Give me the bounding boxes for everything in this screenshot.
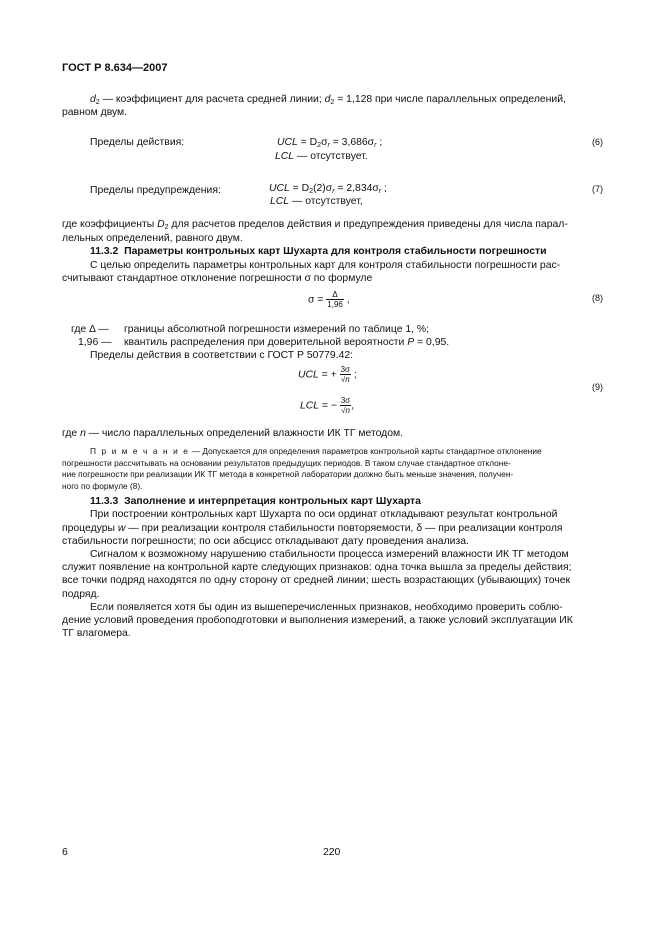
formula-9-lcl: LCL = − $\frac{3\sigma}{√n}$ ,	[300, 396, 355, 415]
note-line1: П р и м е ч а н и е — Допускается для определения параметров контрольной карты стандартное отклонение	[90, 446, 542, 456]
section-11-3-3-p1-line3: стабильности погрешности; по оси абсцисс откладывают дату проведения анализа.	[62, 536, 469, 547]
formula-6-lcl: LCL — отсутствует.	[275, 151, 368, 162]
section-11-3-3-p3-line3: ТГ влагомера.	[62, 628, 131, 639]
equation-number-6: (6)	[592, 137, 603, 147]
warning-limits-label: Пределы предупреждения:	[90, 185, 221, 196]
section-11-3-2-heading: 11.3.2 Параметры контрольных карт Шухарта для контроля стабильности погрешности	[90, 246, 547, 257]
section-11-3-3-p2-line2: служит появление на контрольной карте следующих признаков: одна точка вышла за пределы действия;	[62, 562, 572, 573]
note-line3: ние погрешности при реализации ИК ТГ метода в конкретной лаборатории должно быть меньше значения, получен-	[62, 469, 514, 479]
formula-7-lcl: LCL — отсутствует,	[270, 196, 363, 207]
section-11-3-3-p1-line1: При построении контрольных карт Шухарта по оси ординат откладывают результат контрольной	[90, 509, 558, 520]
legend-delta-symbol: где Δ —	[71, 324, 109, 335]
d2-definition-line1: $d_2$ — коэффициент для расчета средней линии; $d_2 = 1,128$ при числе параллельных определений,	[90, 94, 566, 106]
formula-7-ucl: UCL = $D_2(2)\sigma_r = 2,834\sigma_r$ ;	[269, 183, 387, 195]
section-11-3-3-p3-line1: Если появляется хотя бы один из вышеперечисленных признаков, необходимо проверить соблю-	[90, 602, 563, 613]
page-number-center: 220	[323, 847, 341, 858]
legend-quantile-definition: квантиль распределения при доверительной вероятности P = 0,95.	[124, 337, 450, 348]
formula-6-ucl: UCL = $D_2\sigma_r = 3,686\sigma_r$ ;	[277, 137, 383, 149]
coefficients-text-line1: где коэффициенты $D_2$ для расчетов пределов действия и предупреждения приведены для числа парал-	[62, 219, 568, 231]
note-line2: погрешности рассчитывать на основании результатов предыдущих периодов. В таком случае стандартное отклоне-	[62, 457, 511, 468]
doc-code: ГОСТ Р 8.634—2007	[62, 62, 168, 74]
d2-definition-line2: равном двум.	[62, 107, 128, 118]
formula-9-ucl: UCL = + $\frac{3\sigma}{√n}$ ;	[298, 365, 357, 384]
section-11-3-3-p2-line3: все точки подряд находятся по одну сторону от средней линии; шесть возрастающих (убывающих) точек	[62, 575, 571, 586]
equation-number-7: (7)	[592, 184, 603, 194]
section-11-3-3-p1-line2: процедуры w — при реализации контроля стабильности повторяемости, δ — при реализации контроля	[62, 523, 563, 534]
action-limits-reference: Пределы действия в соответствии с ГОСТ Р 50779.42:	[90, 350, 354, 361]
section-11-3-3-heading: 11.3.3 Заполнение и интерпретация контрольных карт Шухарта	[90, 496, 421, 507]
section-11-3-3-p2-line1: Сигналом к возможному нарушению стабильности процесса измерений влажности ИК ТГ методом	[90, 549, 569, 560]
section-11-3-3-p3-line2: дение условий проведения пробоподготовки и выполнения измерений, а также условий эксплуатации ИК	[62, 615, 573, 626]
note-line4: ного по формуле (8).	[62, 480, 143, 491]
legend-delta-definition: границы абсолютной погрешности измерений по таблице 1, %;	[124, 324, 430, 335]
section-11-3-2-text-line1: С целью определить параметры контрольных карт для контроля стабильности погрешности рас-	[90, 260, 561, 271]
action-limits-label: Пределы действия:	[90, 137, 185, 148]
equation-number-9: (9)	[592, 382, 603, 392]
section-11-3-2-text-line2: считывают стандартное отклонение погрешности σ по формуле	[62, 273, 373, 284]
section-11-3-3-p2-line4: подряд.	[62, 589, 100, 600]
equation-number-8: (8)	[592, 293, 603, 303]
page-number-left: 6	[62, 847, 68, 858]
n-definition: где n — число параллельных определений влажности ИК ТГ методом.	[62, 428, 404, 439]
coefficients-text-line2: лельных определений, равного двум.	[62, 233, 243, 244]
legend-quantile-symbol: 1,96 —	[78, 337, 112, 348]
formula-8: σ = $\frac{\Delta}{1,96}$ ,	[308, 290, 350, 309]
